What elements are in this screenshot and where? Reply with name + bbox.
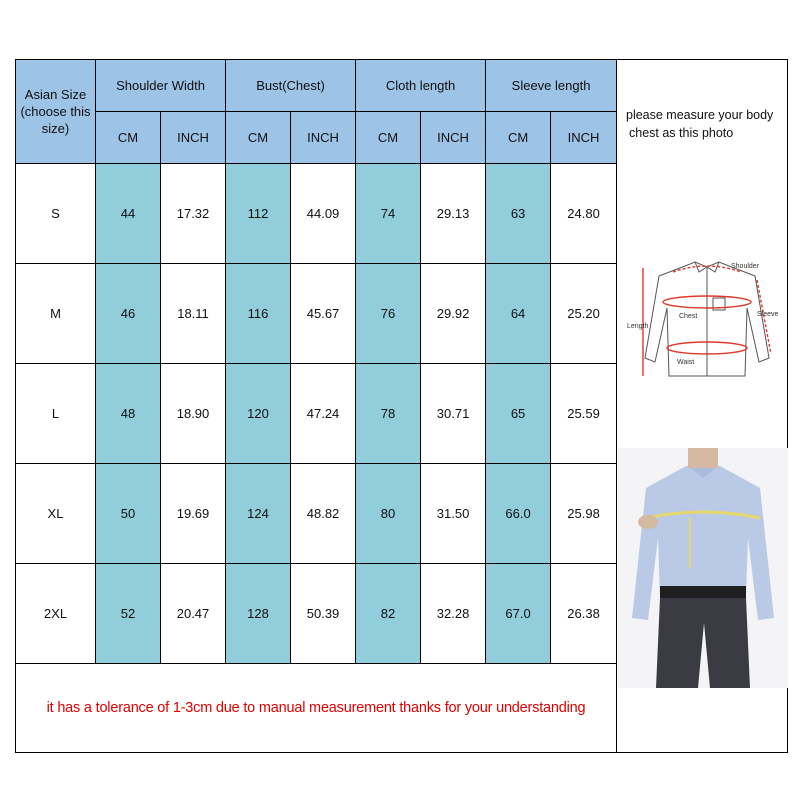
shirt-measurement-diagram [627,258,787,388]
value-cell: 31.50 [421,464,486,564]
size-label: 2XL [16,564,96,664]
value-cell: 17.32 [161,164,226,264]
table-row [16,164,617,264]
value-cell: 67.0 [486,564,551,664]
value-cell: 78 [356,364,421,464]
value-cell: 30.71 [421,364,486,464]
value-cell: 52 [96,564,161,664]
value-cell: 19.69 [161,464,226,564]
value-cell: 48 [96,364,161,464]
value-cell: 120 [226,364,291,464]
value-cell: 50.39 [291,564,356,664]
group-header-cloth-length: Cloth length [356,60,486,112]
value-cell: 18.90 [161,364,226,464]
unit-header-cm: CM [356,112,421,164]
value-cell: 65 [486,364,551,464]
value-cell: 25.59 [551,364,617,464]
size-label: L [16,364,96,464]
instruction-line: chest as this photo [629,126,734,140]
sleeve-label: Sleeve [757,311,779,318]
value-cell: 46 [96,264,161,364]
group-header-sleeve-length: Sleeve length [486,60,617,112]
unit-header-inch: INCH [291,112,356,164]
value-cell: 44.09 [291,164,356,264]
value-cell: 44 [96,164,161,264]
value-cell: 112 [226,164,291,264]
model-hand [638,515,658,529]
table-row [16,364,617,464]
table-row [16,264,617,364]
value-cell: 50 [96,464,161,564]
measure-instruction [626,106,796,142]
unit-header-cm: CM [226,112,291,164]
table-row [16,564,617,664]
size-header-line: (choose this [20,104,91,119]
unit-header-inch: INCH [551,112,617,164]
shoulder-label: Shoulder [731,263,760,270]
value-cell: 18.11 [161,264,226,364]
value-cell: 20.47 [161,564,226,664]
value-cell: 48.82 [291,464,356,564]
unit-header-inch: INCH [161,112,226,164]
size-chart-table [15,59,617,753]
unit-header-cm: CM [96,112,161,164]
value-cell: 24.80 [551,164,617,264]
table-row [16,464,617,564]
value-cell: 47.24 [291,364,356,464]
length-label: Length [627,323,649,330]
value-cell: 66.0 [486,464,551,564]
chest-label: Chest [679,313,698,320]
size-header-line: size) [41,121,70,136]
value-cell: 29.13 [421,164,486,264]
value-cell: 32.28 [421,564,486,664]
size-label: XL [16,464,96,564]
value-cell: 82 [356,564,421,664]
group-header-shoulder: Shoulder Width [96,60,226,112]
value-cell: 116 [226,264,291,364]
value-cell: 64 [486,264,551,364]
group-header-bust: Bust(Chest) [226,60,356,112]
tolerance-note: it has a tolerance of 1-3cm due to manual measurement thanks for your understanding [16,664,617,753]
value-cell: 29.92 [421,264,486,364]
size-header-line: Asian Size [24,87,87,102]
value-cell: 128 [226,564,291,664]
unit-header-cm: CM [486,112,551,164]
instruction-line: please measure your body [626,108,774,122]
size-label: S [16,164,96,264]
waist-label: Waist [677,359,695,366]
size-label: M [16,264,96,364]
model-belt [660,586,746,598]
value-cell: 76 [356,264,421,364]
value-cell: 25.20 [551,264,617,364]
unit-header-inch: INCH [421,112,486,164]
value-cell: 124 [226,464,291,564]
value-cell: 45.67 [291,264,356,364]
value-cell: 26.38 [551,564,617,664]
value-cell: 80 [356,464,421,564]
value-cell: 25.98 [551,464,617,564]
value-cell: 63 [486,164,551,264]
size-header [16,60,96,164]
model-chest-measurement-photo [618,448,788,688]
value-cell: 74 [356,164,421,264]
